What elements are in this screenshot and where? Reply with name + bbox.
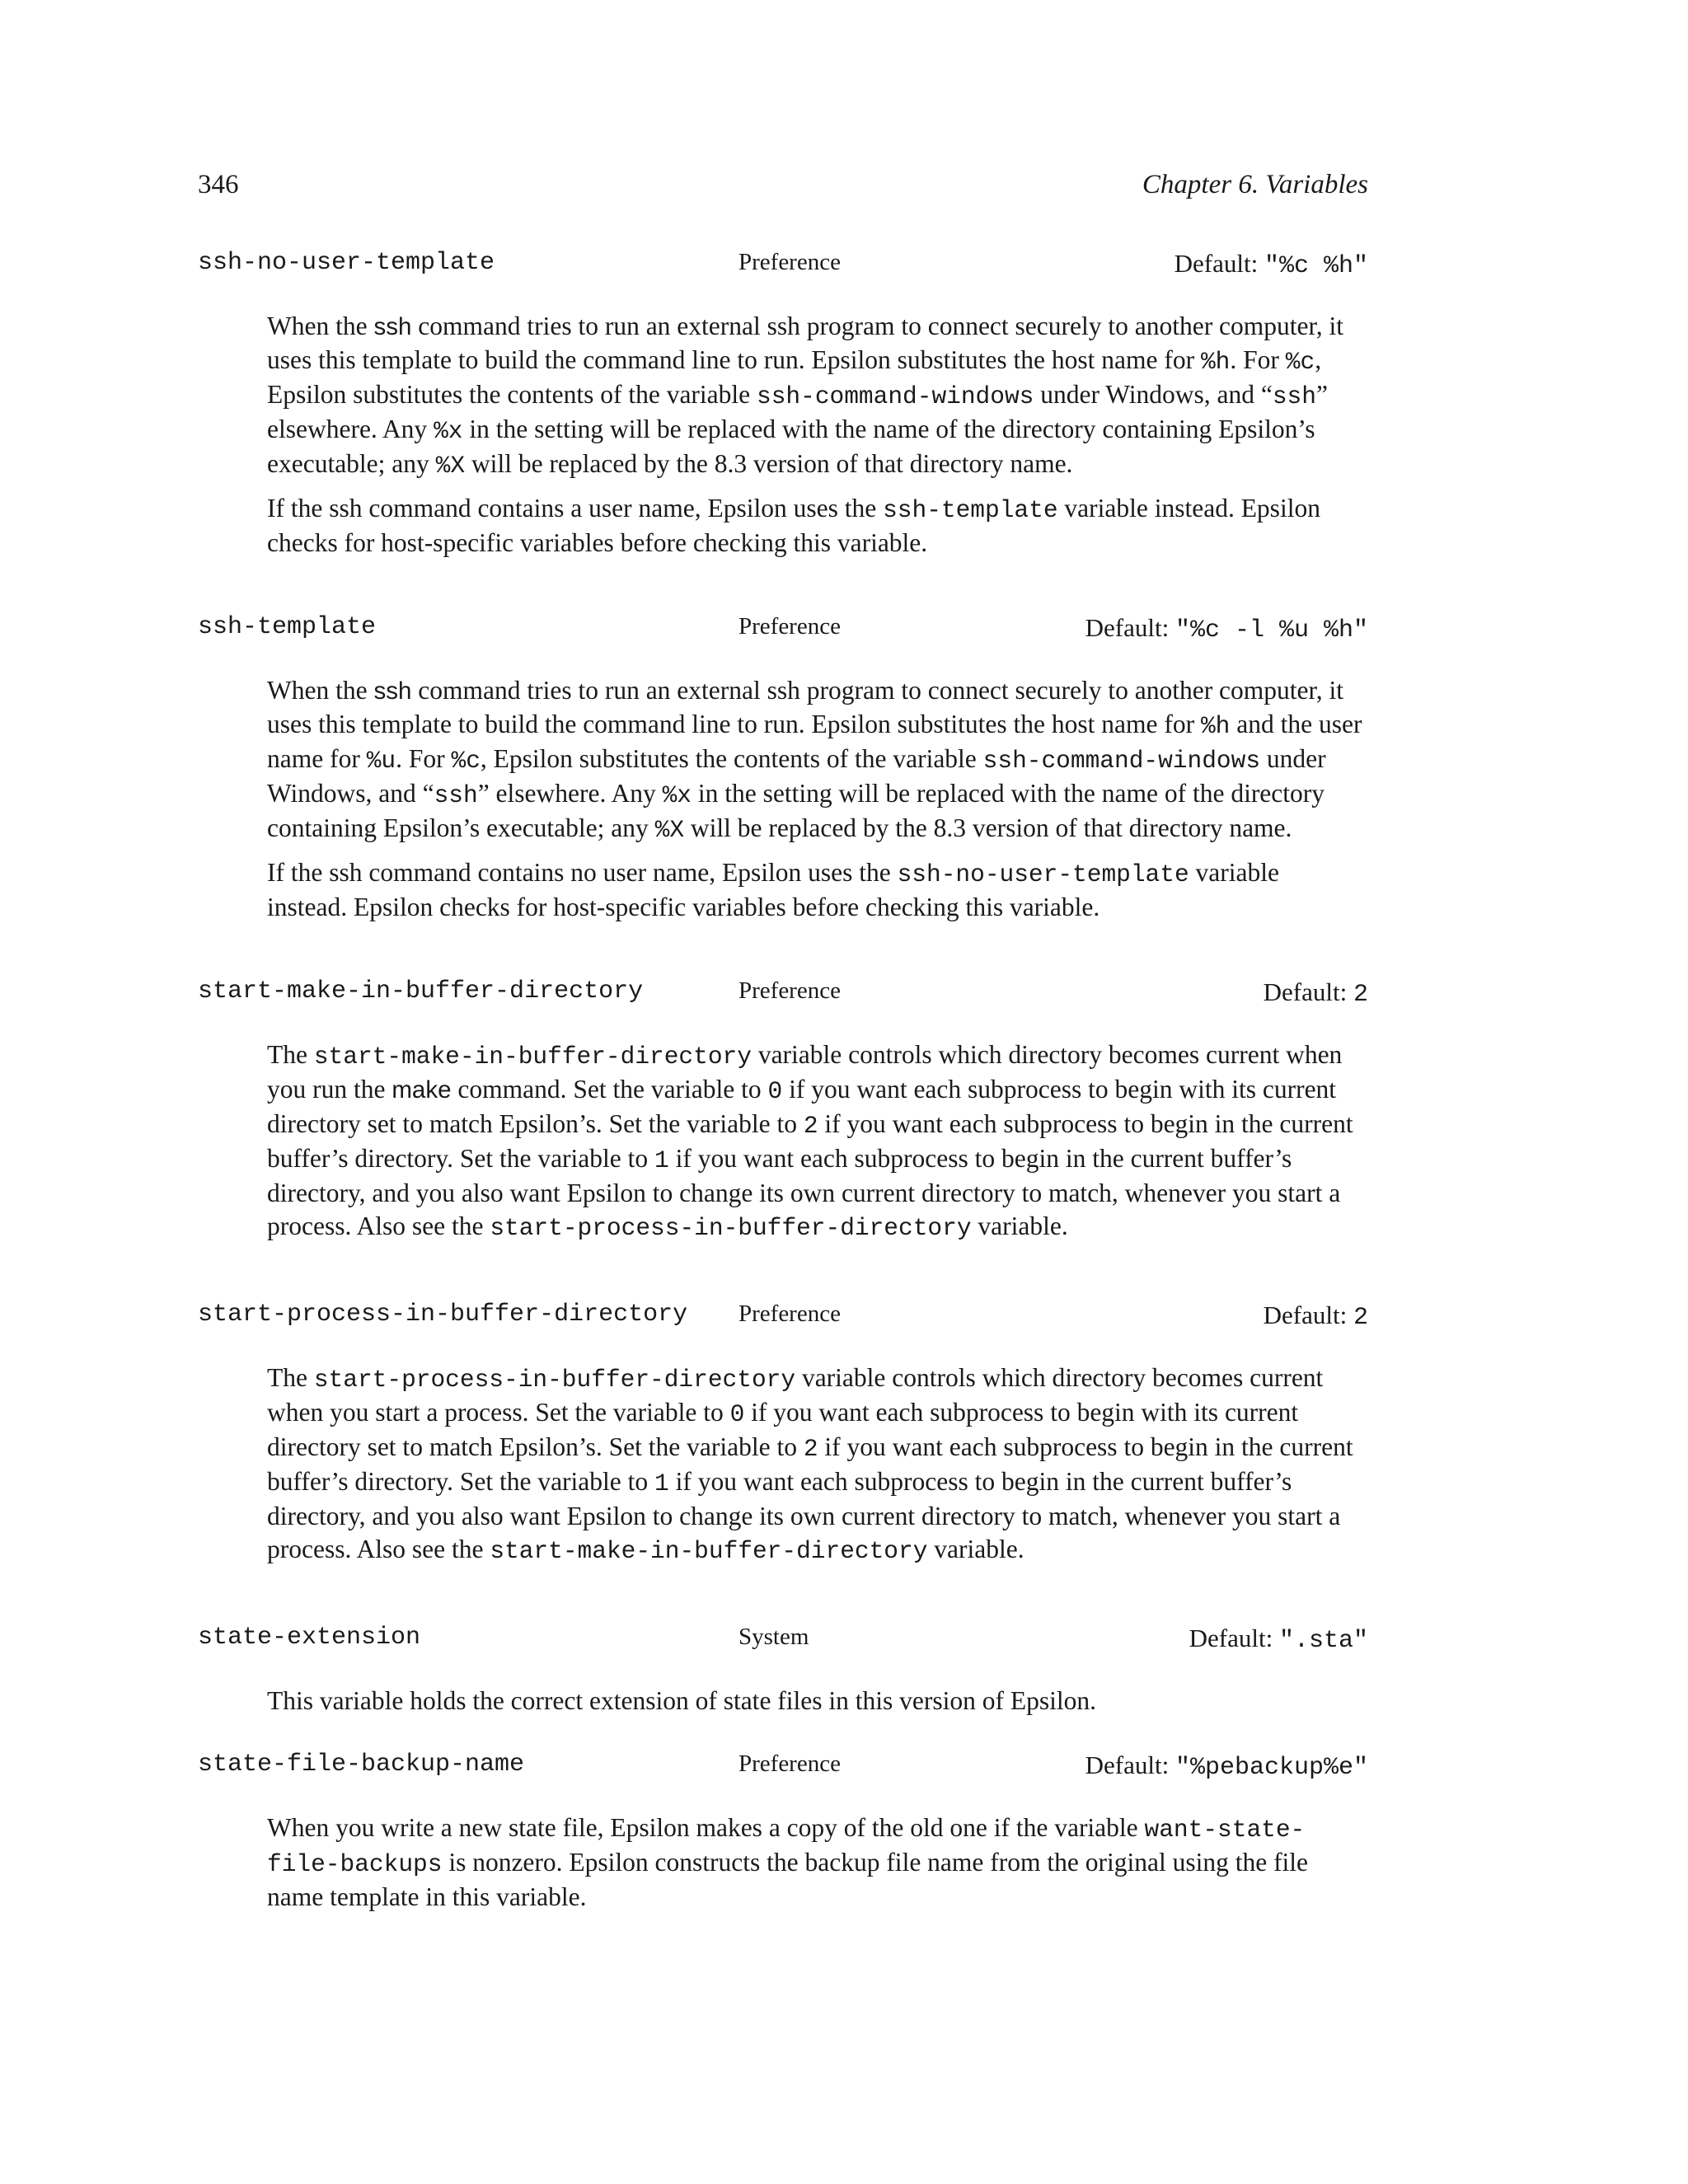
default-value: "%c %h" [1264,252,1368,280]
description-paragraph [267,1361,1363,1568]
text-run: variable. [971,1212,1068,1240]
text-run: under Windows, and “ [267,744,1326,808]
description-paragraph [267,492,1363,560]
inline-code: 2 [803,1435,818,1463]
description-paragraph [267,310,1363,482]
inline-code: ssh [434,781,478,809]
variable-default [1085,613,1368,644]
description-paragraph [267,1038,1363,1244]
variable-name: state-file-backup-name [198,1750,525,1779]
text-run: variable. [927,1535,1025,1563]
text-run: if you want each subprocess to begin in the current buffer’s directory, and you also want Epsilon to change its own current directory to match, whenever you start a process. Also see the [267,1144,1341,1240]
variable-entry-header [198,1301,1368,1337]
inline-code: 1 [654,1469,669,1497]
default-value: "%pebackup%e" [1175,1754,1368,1782]
variable-kind: Preference [738,613,841,640]
text-run: . For [396,744,452,773]
text-run: in the setting will be replaced with the name of the directory containing Epsilon’s executable; any [267,779,1325,842]
inline-code: ssh-command-windows [757,382,1034,410]
inline-code: start-process-in-buffer-directory [313,1366,796,1394]
variable-description [267,310,1363,569]
inline-code: 1 [654,1146,669,1174]
variable-default [1085,1750,1368,1782]
default-label: Default: [1174,249,1264,278]
default-value: ".sta" [1278,1627,1368,1655]
inline-code: %X [654,816,685,844]
text-run: , Epsilon substitutes the contents of the variable [267,345,1322,409]
inline-code: start-process-in-buffer-directory [490,1214,972,1242]
inline-code: ssh-template [883,496,1058,524]
inline-code: %c [1285,348,1315,376]
description-paragraph [267,674,1363,846]
description-paragraph [267,856,1363,924]
text-run: command tries to run an external ssh program to connect securely to another computer, it uses this template to build the command line to run. Epsilon substitutes the host name for [267,312,1344,374]
variable-default [1264,1301,1368,1332]
text-run: is nonzero. Epsilon constructs the backup file name from the original using the file name template in this variable. [267,1848,1309,1911]
chapter-title: Chapter 6. Variables [1142,170,1368,199]
default-value: 2 [1353,1304,1368,1332]
text-run: if you want each subprocess to begin with its current directory set to match Epsilon’s. Set the variable to [267,1075,1337,1138]
text-run: The [267,1040,314,1069]
variable-entry-header [198,1624,1368,1660]
page-number: 346 [198,170,239,199]
variable-name: state-extension [198,1624,421,1652]
text-run: command tries to run an external ssh program to connect securely to another computer, it uses this template to build the command line to run. Epsilon substitutes the host name for [267,676,1344,738]
variable-name: start-make-in-buffer-directory [198,977,644,1005]
default-label: Default: [1085,613,1175,642]
variable-kind: System [738,1624,809,1650]
description-paragraph [267,1685,1363,1718]
text-run: ” elsewhere. Any [477,779,663,808]
variable-description [267,674,1363,934]
variable-entry-header [198,613,1368,649]
text-run: If the ssh command contains no user name, Epsilon uses the [267,858,898,887]
variable-description [267,1811,1363,1924]
default-label: Default: [1189,1624,1279,1652]
text-run: , Epsilon substitutes the contents of the variable [480,744,983,773]
text-run: variable instead. Epsilon checks for host-specific variables before checking this variable. [267,858,1279,921]
inline-code: 2 [803,1112,818,1140]
text-run: if you want each subprocess to begin with its current directory set to match Epsilon’s. Set the variable to [267,1398,1299,1461]
text-run: will be replaced by the 8.3 version of that directory name. [684,813,1292,842]
text-run: if you want each subprocess to begin in the current buffer’s directory. Set the variable to [267,1432,1353,1496]
text-run: if you want each subprocess to begin in the current buffer’s directory. Set the variable to [267,1109,1353,1173]
variable-kind: Preference [738,977,841,1004]
text-run: in the setting will be replaced with the name of the directory containing Epsilon’s executable; any [267,415,1315,478]
default-label: Default: [1085,1750,1175,1779]
variable-kind: Preference [738,1301,841,1327]
text-run: and the user name for [267,710,1362,773]
text-run: This variable holds the correct extension of state files in this version of Epsilon. [267,1686,1097,1715]
variable-entry-header [198,1750,1368,1787]
variable-default [1175,249,1368,280]
description-paragraph [267,1811,1363,1914]
inline-code: %x [434,417,463,445]
inline-code: ssh-command-windows [982,747,1261,775]
text-run: When the [267,676,374,705]
variable-entry-header [198,977,1368,1014]
inline-code: %X [435,452,466,480]
variable-description [267,1361,1363,1577]
variable-default [1264,977,1368,1009]
variable-description [267,1038,1363,1254]
variable-kind: Preference [738,1750,841,1777]
variable-default [1189,1624,1368,1655]
text-run: variable controls which directory becomes current when you start a process. Set the variable to [267,1363,1324,1427]
variable-description [267,1685,1363,1727]
variable-name: ssh-template [198,613,377,641]
inline-code: ssh-no-user-template [897,860,1189,888]
command-name: ssh [373,313,412,340]
text-run: under Windows, and “ [1034,380,1273,409]
default-label: Default: [1263,977,1353,1006]
command-name: make [392,1076,452,1104]
text-run: When the [267,312,374,340]
text-run: . For [1230,345,1286,374]
inline-code: %x [662,781,692,809]
text-run: ” elsewhere. Any [267,380,1328,443]
page-header [198,170,1368,209]
text-run: The [267,1363,314,1392]
text-run: variable controls which directory becomes current when you run the [267,1040,1343,1104]
default-label: Default: [1263,1301,1353,1329]
command-name: ssh [373,677,412,705]
default-value: 2 [1353,981,1368,1009]
variable-name: start-process-in-buffer-directory [198,1301,688,1329]
variable-name: ssh-no-user-template [198,249,495,277]
text-run: will be replaced by the 8.3 version of that directory name. [465,449,1073,478]
variable-kind: Preference [738,249,841,275]
inline-code: 0 [767,1077,783,1105]
inline-code: start-make-in-buffer-directory [490,1537,928,1565]
inline-code: ssh [1272,382,1316,410]
inline-code: start-make-in-buffer-directory [313,1043,752,1071]
inline-code: want-state-file-backups [267,1816,1306,1878]
text-run: if you want each subprocess to begin in the current buffer’s directory, and you also want Epsilon to change its own current directory to match, whenever you start a process. Also see the [267,1467,1341,1563]
inline-code: %c [451,747,481,775]
inline-code: %h [1200,348,1231,376]
variable-entry-header [198,249,1368,285]
text-run: command. Set the variable to [451,1075,768,1104]
inline-code: 0 [729,1400,745,1428]
inline-code: %u [366,747,396,775]
text-run: If the ssh command contains a user name, Epsilon uses the [267,494,884,523]
text-run: variable instead. Epsilon checks for host-specific variables before checking this variable. [267,494,1320,557]
text-run: When you write a new state file, Epsilon makes a copy of the old one if the variable [267,1813,1145,1842]
default-value: "%c -l %u %h" [1175,616,1368,644]
inline-code: %h [1200,712,1231,740]
